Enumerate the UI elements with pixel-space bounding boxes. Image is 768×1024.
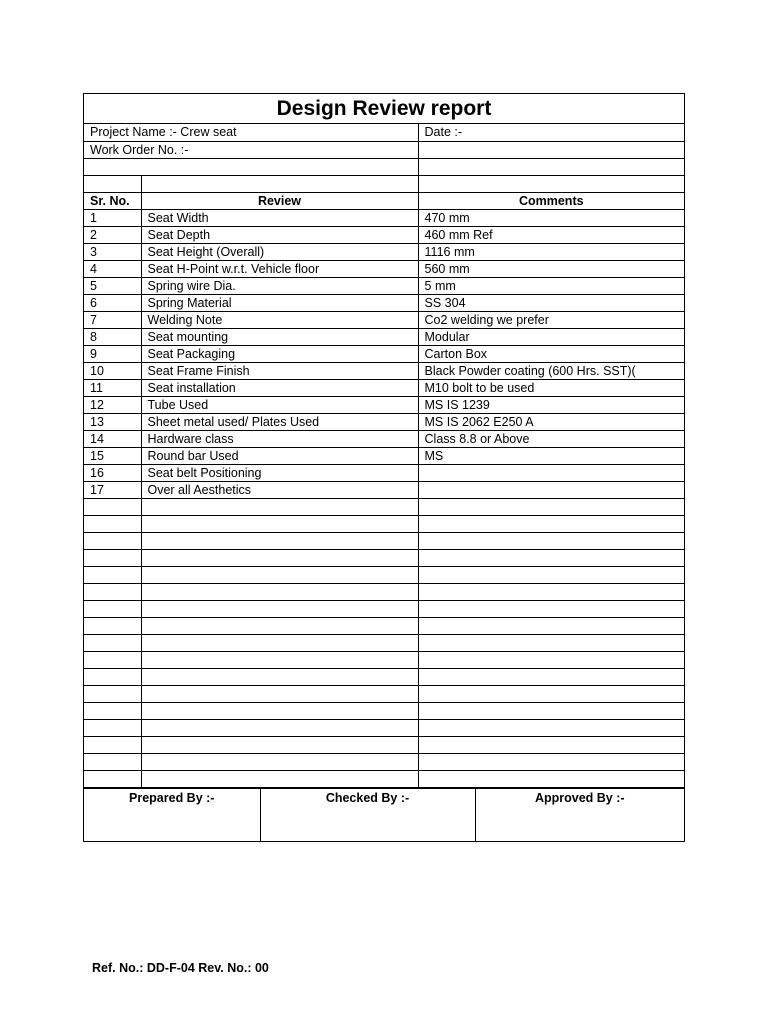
table-row — [84, 226, 684, 243]
empty-row — [84, 617, 684, 634]
empty-row — [84, 668, 684, 685]
sr-no-cell: 17 — [84, 481, 141, 498]
empty-cell — [84, 617, 141, 634]
table-row — [84, 260, 684, 277]
review-cell: Over all Aesthetics — [141, 481, 418, 498]
review-cell: Seat mounting — [141, 328, 418, 345]
comment-cell: MS IS 1239 — [418, 396, 684, 413]
blank-cell — [418, 158, 684, 175]
date-field: Date :- — [418, 124, 684, 141]
sr-no-cell: 9 — [84, 345, 141, 362]
blank-cell — [418, 175, 684, 192]
empty-cell — [141, 566, 418, 583]
comment-cell: Co2 welding we prefer — [418, 311, 684, 328]
blank-cell — [84, 175, 141, 192]
sr-no-cell: 5 — [84, 277, 141, 294]
table-row — [84, 277, 684, 294]
sr-no-cell: 10 — [84, 362, 141, 379]
sr-no-cell: 4 — [84, 260, 141, 277]
empty-cell — [418, 651, 684, 668]
comment-cell: 560 mm — [418, 260, 684, 277]
empty-row — [84, 549, 684, 566]
empty-cell — [418, 549, 684, 566]
empty-cell — [418, 736, 684, 753]
empty-cell — [418, 566, 684, 583]
empty-row — [84, 753, 684, 770]
table-header-row — [84, 192, 684, 209]
empty-row — [84, 498, 684, 515]
empty-row — [84, 770, 684, 787]
empty-cell — [141, 651, 418, 668]
empty-row — [84, 515, 684, 532]
sr-no-cell: 15 — [84, 447, 141, 464]
comment-cell: M10 bolt to be used — [418, 379, 684, 396]
empty-cell — [84, 600, 141, 617]
comment-cell: 460 mm Ref — [418, 226, 684, 243]
empty-row — [84, 719, 684, 736]
table-row — [84, 447, 684, 464]
sr-no-cell: 6 — [84, 294, 141, 311]
work-order-extra-cell — [418, 141, 684, 158]
signature-row — [84, 788, 684, 841]
empty-cell — [84, 685, 141, 702]
empty-cell — [84, 736, 141, 753]
sr-no-cell: 16 — [84, 464, 141, 481]
review-cell: Seat Packaging — [141, 345, 418, 362]
work-order-field: Work Order No. :- — [84, 141, 418, 158]
table-row — [84, 464, 684, 481]
review-cell: Spring Material — [141, 294, 418, 311]
empty-cell — [141, 685, 418, 702]
sr-no-cell: 1 — [84, 209, 141, 226]
empty-cell — [141, 600, 418, 617]
table-row — [84, 345, 684, 362]
empty-cell — [418, 583, 684, 600]
empty-row — [84, 532, 684, 549]
review-cell: Tube Used — [141, 396, 418, 413]
empty-cell — [418, 515, 684, 532]
empty-cell — [141, 532, 418, 549]
checked-by-field: Checked By :- — [260, 788, 475, 841]
comment-cell: 5 mm — [418, 277, 684, 294]
empty-row — [84, 702, 684, 719]
sr-no-cell: 8 — [84, 328, 141, 345]
empty-cell — [84, 702, 141, 719]
comment-cell — [418, 464, 684, 481]
review-cell: Seat H-Point w.r.t. Vehicle floor — [141, 260, 418, 277]
empty-cell — [141, 617, 418, 634]
review-cell: Seat Depth — [141, 226, 418, 243]
table-row — [84, 413, 684, 430]
project-name: Project Name :- Crew seat — [84, 124, 418, 141]
review-table — [84, 124, 684, 788]
empty-cell — [141, 583, 418, 600]
review-cell: Spring wire Dia. — [141, 277, 418, 294]
review-cell: Welding Note — [141, 311, 418, 328]
comments-header: Comments — [418, 192, 684, 209]
empty-cell — [84, 634, 141, 651]
comment-cell: Black Powder coating (600 Hrs. SST)( — [418, 362, 684, 379]
blank-cell — [141, 175, 418, 192]
empty-row — [84, 685, 684, 702]
comment-cell: Class 8.8 or Above — [418, 430, 684, 447]
empty-cell — [84, 549, 141, 566]
review-cell: Round bar Used — [141, 447, 418, 464]
review-cell: Seat Width — [141, 209, 418, 226]
empty-cell — [84, 753, 141, 770]
empty-cell — [141, 515, 418, 532]
signature-block — [84, 788, 684, 842]
document-title: Design Review report — [84, 94, 684, 124]
sr-no-cell: 7 — [84, 311, 141, 328]
table-row — [84, 328, 684, 345]
table-row — [84, 209, 684, 226]
empty-cell — [418, 498, 684, 515]
table-row — [84, 396, 684, 413]
sr-no-cell: 2 — [84, 226, 141, 243]
design-review-form — [83, 93, 685, 842]
empty-cell — [84, 532, 141, 549]
empty-cell — [84, 770, 141, 787]
empty-cell — [84, 583, 141, 600]
empty-row — [84, 634, 684, 651]
empty-cell — [141, 736, 418, 753]
empty-cell — [418, 634, 684, 651]
table-row — [84, 379, 684, 396]
empty-row — [84, 651, 684, 668]
sr-no-cell: 3 — [84, 243, 141, 260]
empty-row — [84, 736, 684, 753]
sr-no-cell: 11 — [84, 379, 141, 396]
empty-cell — [141, 702, 418, 719]
sr-no-cell: 13 — [84, 413, 141, 430]
empty-cell — [84, 515, 141, 532]
table-row — [84, 311, 684, 328]
empty-cell — [418, 668, 684, 685]
empty-cell — [418, 617, 684, 634]
project-row — [84, 124, 684, 141]
empty-cell — [84, 498, 141, 515]
sr-no-header: Sr. No. — [84, 192, 141, 209]
comment-cell: 1116 mm — [418, 243, 684, 260]
empty-cell — [418, 719, 684, 736]
empty-cell — [141, 753, 418, 770]
blank-row — [84, 175, 684, 192]
empty-cell — [84, 566, 141, 583]
blank-cell — [84, 158, 418, 175]
reference-number: Ref. No.: DD-F-04 Rev. No.: 00 — [92, 961, 269, 975]
empty-cell — [141, 498, 418, 515]
comment-cell: 470 mm — [418, 209, 684, 226]
table-row — [84, 362, 684, 379]
table-row — [84, 481, 684, 498]
empty-cell — [418, 685, 684, 702]
sr-no-cell: 12 — [84, 396, 141, 413]
empty-cell — [141, 770, 418, 787]
empty-cell — [141, 668, 418, 685]
approved-by-field: Approved By :- — [475, 788, 684, 841]
comment-cell: Carton Box — [418, 345, 684, 362]
review-cell: Seat Frame Finish — [141, 362, 418, 379]
review-cell: Seat installation — [141, 379, 418, 396]
empty-cell — [84, 651, 141, 668]
empty-cell — [418, 770, 684, 787]
empty-cell — [418, 532, 684, 549]
empty-row — [84, 600, 684, 617]
table-row — [84, 430, 684, 447]
comment-cell: Modular — [418, 328, 684, 345]
blank-row — [84, 158, 684, 175]
table-row — [84, 294, 684, 311]
empty-cell — [141, 634, 418, 651]
empty-cell — [418, 600, 684, 617]
review-header: Review — [141, 192, 418, 209]
sr-no-cell: 14 — [84, 430, 141, 447]
empty-cell — [84, 719, 141, 736]
comment-cell — [418, 481, 684, 498]
empty-cell — [141, 549, 418, 566]
empty-cell — [141, 719, 418, 736]
table-row — [84, 243, 684, 260]
comment-cell: MS — [418, 447, 684, 464]
comment-cell: MS IS 2062 E250 A — [418, 413, 684, 430]
empty-row — [84, 583, 684, 600]
empty-cell — [84, 668, 141, 685]
review-cell: Seat Height (Overall) — [141, 243, 418, 260]
review-cell: Sheet metal used/ Plates Used — [141, 413, 418, 430]
comment-cell: SS 304 — [418, 294, 684, 311]
empty-row — [84, 566, 684, 583]
work-order-row — [84, 141, 684, 158]
review-cell: Seat belt Positioning — [141, 464, 418, 481]
empty-cell — [418, 702, 684, 719]
review-cell: Hardware class — [141, 430, 418, 447]
empty-cell — [418, 753, 684, 770]
prepared-by-field: Prepared By :- — [84, 788, 260, 841]
